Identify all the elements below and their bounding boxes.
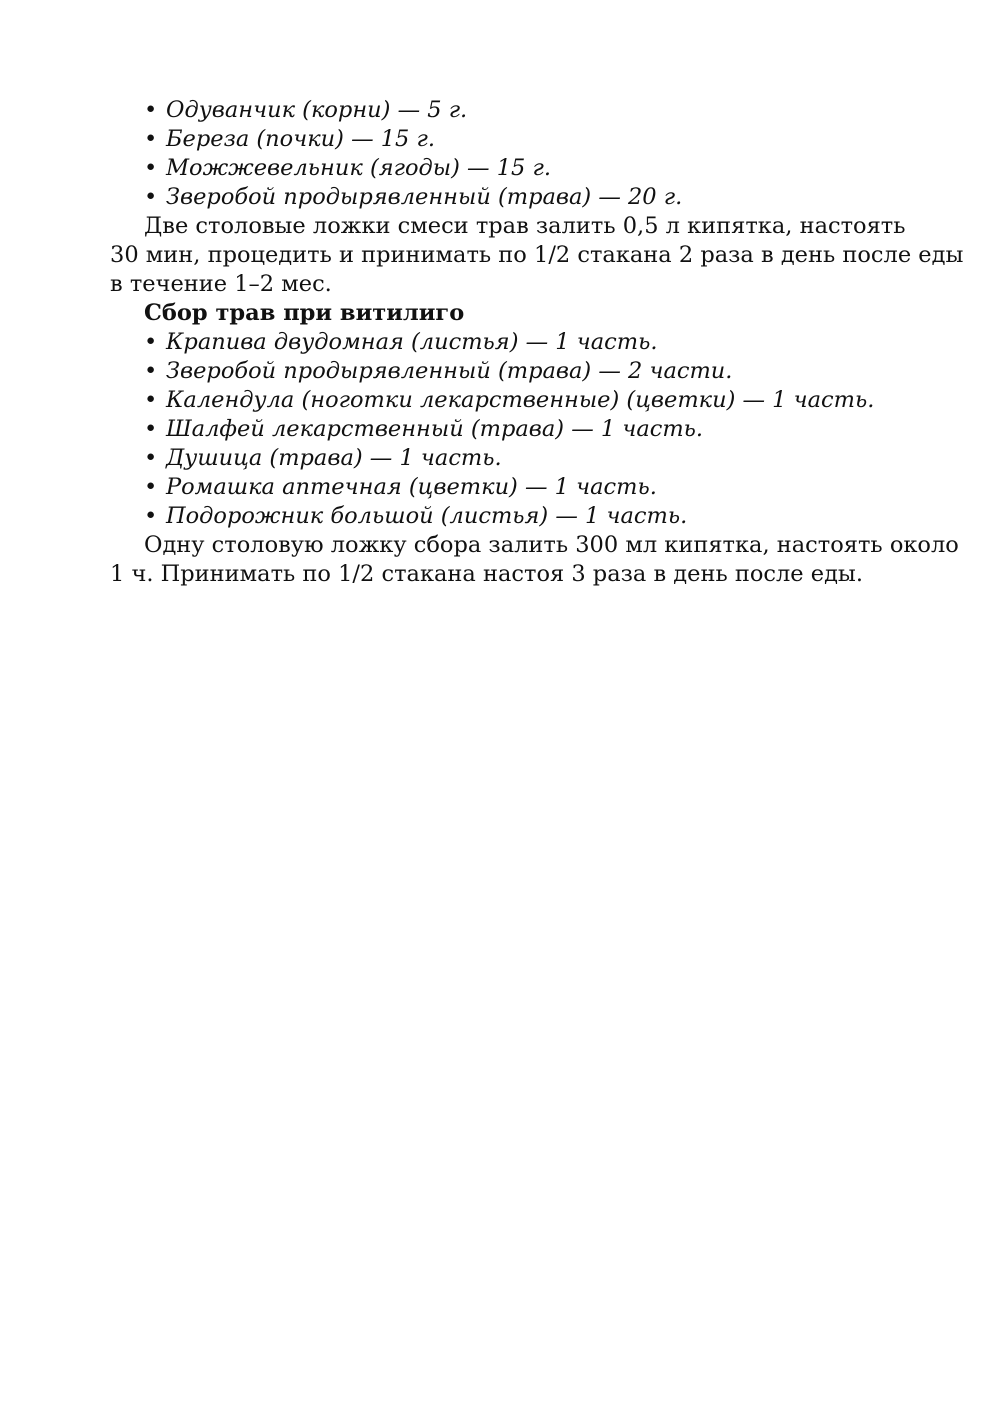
instructions-paragraph-1 (110, 212, 964, 299)
list-item (110, 386, 904, 415)
list-item-text: Одуванчик (корни) — 5 г. (166, 97, 468, 123)
herb-list-2 (110, 328, 904, 531)
bullet-icon: • (144, 358, 158, 384)
document-page (110, 96, 964, 589)
list-item-text: Зверобой продырявленный (трава) — 2 части. (166, 358, 733, 384)
bullet-icon: • (144, 126, 158, 152)
list-item-text: Береза (почки) — 15 г. (166, 126, 436, 152)
bullet-icon: • (144, 474, 158, 500)
bullet-icon: • (144, 416, 158, 442)
paragraph-line: Одну столовую ложку сбора залить 300 мл кипятка, настоять около (144, 532, 959, 558)
bullet-icon: • (144, 387, 158, 413)
instructions-paragraph-2 (110, 531, 959, 589)
bullet-icon: • (144, 184, 158, 210)
paragraph-line: 30 мин, процедить и принимать по 1/2 стакана 2 раза в день после еды (110, 242, 964, 268)
list-item (110, 502, 904, 531)
list-item-text: Шалфей лекарственный (трава) — 1 часть. (166, 416, 704, 442)
list-item-text: Душица (трава) — 1 часть. (166, 445, 502, 471)
herb-list-1 (110, 96, 904, 212)
list-item (110, 183, 904, 212)
list-item-text: Зверобой продырявленный (трава) — 20 г. (166, 184, 683, 210)
list-item (110, 154, 904, 183)
bullet-icon: • (144, 445, 158, 471)
list-item (110, 357, 904, 386)
paragraph-line: 1 ч. Принимать по 1/2 стакана настоя 3 раза в день после еды. (110, 561, 863, 587)
paragraph-line: Две столовые ложки смеси трав залить 0,5 л кипятка, настоять (144, 213, 906, 239)
list-item-text: Ромашка аптечная (цветки) — 1 часть. (166, 474, 657, 500)
list-item-text: Подорожник большой (листья) — 1 часть. (166, 503, 688, 529)
list-item (110, 96, 904, 125)
list-item (110, 473, 904, 502)
list-item-text: Календула (ноготки лекарственные) (цветки) — 1 часть. (166, 387, 875, 413)
list-item (110, 444, 904, 473)
list-item-text: Крапива двудомная (листья) — 1 часть. (166, 329, 658, 355)
list-item-text: Можжевельник (ягоды) — 15 г. (166, 155, 552, 181)
section-heading: Сбор трав при витилиго (144, 300, 465, 326)
bullet-icon: • (144, 503, 158, 529)
list-item (110, 415, 904, 444)
bullet-icon: • (144, 329, 158, 355)
bullet-icon: • (144, 155, 158, 181)
paragraph-line: в течение 1–2 мес. (110, 271, 332, 297)
list-item (110, 125, 904, 154)
bullet-icon: • (144, 97, 158, 123)
list-item (110, 328, 904, 357)
